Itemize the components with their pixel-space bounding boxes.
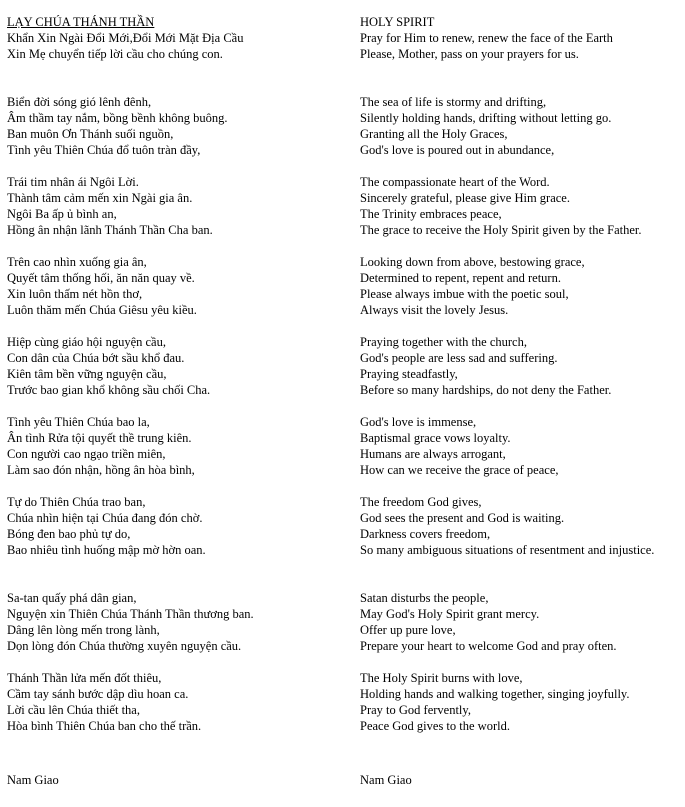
poem-line: God's love is immense, (360, 415, 477, 429)
poem-line: Cầm tay sánh bước dập dìu hoan ca. (7, 687, 189, 701)
poem-line: Xin luôn thấm nét hồn thơ, (7, 287, 143, 301)
english-stanza-7 (360, 590, 682, 654)
poem-line: Trái tim nhân ái Ngôi Lời. (7, 175, 139, 189)
poem-line: God's people are less sad and suffering. (360, 351, 558, 365)
poem-line: Làm sao đón nhận, hồng ân hòa bình, (7, 463, 195, 477)
poem-line: Hiệp cùng giáo hội nguyện cầu, (7, 335, 166, 349)
poem-line: God's love is poured out in abundance, (360, 143, 555, 157)
poem-line: Humans are always arrogant, (360, 447, 506, 461)
poem-line: The freedom God gives, (360, 495, 482, 509)
poem-line: May God's Holy Spirit grant mercy. (360, 607, 540, 621)
poem-line: Always visit the lovely Jesus. (360, 303, 509, 317)
poem-line: Bao nhiêu tình huống mập mờ hờn oan. (7, 543, 206, 557)
poem-line: Lời cầu lên Chúa thiết tha, (7, 703, 140, 717)
vietnamese-stanza-6 (7, 494, 352, 558)
poem-line: The sea of life is stormy and drifting, (360, 95, 547, 109)
poem-line: The Holy Spirit burns with love, (360, 671, 523, 685)
poem-line: Offer up pure love, (360, 623, 456, 637)
poem-line: Peace God gives to the world. (360, 719, 510, 733)
poem-line: Quyết tâm thống hối, ăn năn quay về. (7, 271, 195, 285)
poem-line: Hòa bình Thiên Chúa ban cho thế trần. (7, 719, 202, 733)
english-stanza-3 (360, 254, 682, 318)
poem-line: So many ambiguous situations of resentment and injustice. (360, 543, 655, 557)
poem-line: Before so many hardships, do not deny the Father. (360, 383, 612, 397)
poem-line: Bóng đen bao phủ tự do, (7, 527, 131, 541)
poem-line: Ban muôn Ơn Thánh suối nguồn, (7, 127, 174, 141)
poem-line: Please always imbue with the poetic soul, (360, 287, 569, 301)
vietnamese-stanza-1 (7, 94, 352, 158)
english-title: HOLY SPIRIT (360, 15, 435, 29)
vietnamese-intro-line: Xin Mẹ chuyển tiếp lời cầu cho chúng con. (7, 47, 223, 61)
english-stanza-6 (360, 494, 682, 574)
poem-line: Con dân của Chúa bớt sầu khổ đau. (7, 351, 185, 365)
english-stanza-4 (360, 334, 682, 398)
poem-line: Thánh Thần lửa mến đốt thiêu, (7, 671, 162, 685)
poem-line: The Trinity embraces peace, (360, 207, 502, 221)
poem-line: Sincerely grateful, please give Him grace. (360, 191, 570, 205)
poem-line: Chúa nhìn hiện tại Chúa đang đón chờ. (7, 511, 203, 525)
poem-line: Looking down from above, bestowing grace, (360, 255, 585, 269)
poem-line: Tự do Thiên Chúa trao ban, (7, 495, 146, 509)
poem-line: Ngôi Ba ấp ủ bình an, (7, 207, 117, 221)
poem-line: Silently holding hands, drifting without letting go. (360, 111, 612, 125)
poem-line: Holding hands and walking together, singing joyfully. (360, 687, 630, 701)
poem-line: Trước bao gian khổ không sầu chối Cha. (7, 383, 211, 397)
poem-line: Ân tình Rửa tội quyết thề trung kiên. (7, 431, 192, 445)
poem-line: Hồng ân nhận lãnh Thánh Thần Cha ban. (7, 223, 213, 237)
vietnamese-intro-line: Khẩn Xin Ngài Đổi Mới,Đổi Mới Mặt Địa Cầu (7, 31, 244, 45)
poem-line: Praying steadfastly, (360, 367, 458, 381)
poem-line: Determined to repent, repent and return. (360, 271, 561, 285)
vietnamese-author: Nam Giao (7, 773, 59, 787)
poem-line: Darkness covers freedom, (360, 527, 491, 541)
poem-line: Tình yêu Thiên Chúa bao la, (7, 415, 150, 429)
poem-line: Satan disturbs the people, (360, 591, 489, 605)
poem-line: Baptismal grace vows loyalty. (360, 431, 511, 445)
vietnamese-stanza-4 (7, 334, 352, 398)
poem-line: God sees the present and God is waiting. (360, 511, 565, 525)
english-stanza-1 (360, 94, 682, 158)
poem-line: Luôn thăm mến Chúa Giêsu yêu kiều. (7, 303, 197, 317)
english-stanza-5 (360, 414, 682, 478)
english-stanza-2 (360, 174, 682, 238)
poem-line: Nguyện xin Thiên Chúa Thánh Thần thương ban. (7, 607, 254, 621)
poem-line: Pray to God fervently, (360, 703, 471, 717)
vietnamese-poem-column (7, 14, 352, 734)
poem-line: Trên cao nhìn xuống gia ân, (7, 255, 147, 269)
english-author: Nam Giao (360, 773, 412, 787)
poem-line: Thành tâm cảm mến xin Ngài gia ân. (7, 191, 193, 205)
poem-line: Granting all the Holy Graces, (360, 127, 508, 141)
poem-line: The compassionate heart of the Word. (360, 175, 550, 189)
poem-line: Con người cao ngạo triền miên, (7, 447, 166, 461)
vietnamese-stanza-7 (7, 590, 352, 654)
poem-line: Praying together with the church, (360, 335, 527, 349)
vietnamese-stanza-5 (7, 414, 352, 478)
poem-line: How can we receive the grace of peace, (360, 463, 559, 477)
vietnamese-stanza-3 (7, 254, 352, 318)
vietnamese-stanza-8 (7, 670, 352, 734)
poem-line: Âm thầm tay nắm, bồng bềnh không buông. (7, 111, 228, 125)
poem-line: Kiên tâm bền vững nguyện cầu, (7, 367, 167, 381)
english-intro-line: Please, Mother, pass on your prayers for us. (360, 47, 579, 61)
poem-line: Sa-tan quấy phá dân gian, (7, 591, 137, 605)
poem-line: Dọn lòng đón Chúa thường xuyên nguyện cầu. (7, 639, 242, 653)
english-poem-column (360, 14, 682, 734)
english-intro-line: Pray for Him to renew, renew the face of the Earth (360, 31, 613, 45)
poem-line: Tình yêu Thiên Chúa đổ tuôn tràn đầy, (7, 143, 201, 157)
poem-line: Biển đời sóng gió lênh đênh, (7, 95, 152, 109)
poem-line: Dâng lên lòng mến trong lành, (7, 623, 160, 637)
poem-line: Prepare your heart to welcome God and pray often. (360, 639, 617, 653)
vietnamese-title: LẠY CHÚA THÁNH THẦN (7, 15, 155, 29)
vietnamese-stanza-2 (7, 174, 352, 238)
poem-line: The grace to receive the Holy Spirit given by the Father. (360, 223, 642, 237)
english-stanza-8 (360, 670, 682, 734)
